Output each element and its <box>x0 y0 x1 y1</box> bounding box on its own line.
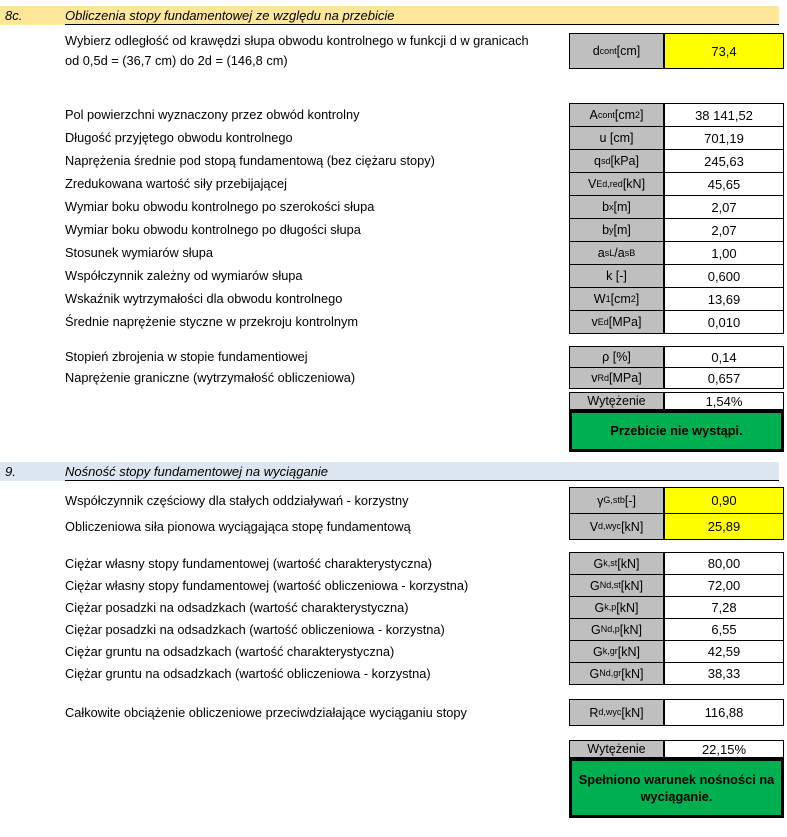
symbol-cell: v Rd [MPa] <box>569 367 664 389</box>
output-cell: 80,00 <box>664 552 784 575</box>
result-box-punching: Przebicie nie wystąpi. <box>569 410 784 452</box>
symbol-cell: b y [m] <box>569 218 664 242</box>
section-band-punching <box>0 6 779 25</box>
input-cell[interactable]: 0,90 <box>664 487 784 514</box>
symbol-cell: G k,gr [kN] <box>569 640 664 663</box>
symbol-cell: G N d,st [kN] <box>569 574 664 597</box>
calc-block <box>0 103 787 334</box>
output-cell: 0,657 <box>664 367 784 389</box>
section-id: 9. <box>5 464 16 479</box>
symbol-cell: d cont [cm] <box>569 33 664 69</box>
row-label: Ciężar własny stopy fundamentowej (wartość obliczeniowa - korzystna) <box>65 577 469 593</box>
symbol-cell: k [-] <box>569 264 664 288</box>
row-label: Ciężar własny stopy fundamentowej (wartość charakterystyczna) <box>65 555 432 571</box>
row-label: Ciężar gruntu na odsadzkach (wartość obliczeniowa - korzystna) <box>65 665 431 681</box>
symbol-cell: q s d [kPa] <box>569 149 664 173</box>
output-cell: 38 141,52 <box>664 103 784 127</box>
row-label: Zredukowana wartość siły przebijającej <box>65 176 287 192</box>
row-label: Całkowite obciążenie obliczeniowe przeciwdziałające wyciąganiu stopy <box>65 704 467 720</box>
input-block <box>0 487 787 540</box>
symbol-cell: γ G,stb [-] <box>569 487 664 514</box>
symbol-cell: V d,wyc [kN] <box>569 513 664 540</box>
section-band-pullout <box>0 462 779 481</box>
calc-row <box>0 640 787 663</box>
output-cell: 38,33 <box>664 662 784 685</box>
row-label: Współczynnik zależny od wymiarów słupa <box>65 268 303 284</box>
calc-row <box>0 574 787 597</box>
symbol-cell: G k,st [kN] <box>569 552 664 575</box>
calc-row <box>0 552 787 575</box>
calc-row <box>0 346 787 368</box>
output-cell: 45,65 <box>664 172 784 196</box>
calc-block <box>0 552 787 685</box>
output-cell: 42,59 <box>664 640 784 663</box>
calc-row <box>0 195 787 219</box>
calc-row <box>0 264 787 288</box>
utilization-value: 1,54% <box>664 392 784 410</box>
calc-row <box>0 287 787 311</box>
row-label: Ciężar posadzki na odsadzkach (wartość charakterystyczna) <box>65 599 409 615</box>
output-cell: 245,63 <box>664 149 784 173</box>
row-label: Wskaźnik wytrzymałości dla obwodu kontrolnego <box>65 291 343 307</box>
row-label: Naprężenie graniczne (wytrzymałość obliczeniowa) <box>65 370 356 386</box>
input-cell[interactable]: 73,4 <box>664 33 784 69</box>
output-cell: 6,55 <box>664 618 784 641</box>
section-title: Obliczenia stopy fundamentowej ze względu na przebicie <box>65 6 779 25</box>
output-cell: 2,07 <box>664 195 784 219</box>
spreadsheet <box>0 6 787 837</box>
row-label: Wymiar boku obwodu kontrolnego po długości słupa <box>65 222 361 238</box>
output-cell: 0,010 <box>664 310 784 334</box>
calc-row <box>0 699 787 726</box>
row-label: Wymiar boku obwodu kontrolnego po szerokości słupa <box>65 199 375 215</box>
input-cell[interactable]: 25,89 <box>664 513 784 540</box>
calc-row <box>0 662 787 685</box>
row-label: Długość przyjętego obwodu kontrolnego <box>65 130 293 146</box>
row-label: Ciężar posadzki na odsadzkach (wartość obliczeniowa - korzystna) <box>65 621 445 637</box>
calc-row <box>0 487 787 514</box>
calc-row <box>0 218 787 242</box>
row-label: Pol powierzchni wyznaczony przez obwód kontrolny <box>65 107 360 123</box>
row-label: Ciężar gruntu na odsadzkach (wartość charakterystyczna) <box>65 643 395 659</box>
row-label: Średnie naprężenie styczne w przekroju kontrolnym <box>65 314 359 330</box>
symbol-cell: W 1 [cm 2 ] <box>569 287 664 311</box>
symbol-cell: b x [m] <box>569 195 664 219</box>
output-cell: 13,69 <box>664 287 784 311</box>
output-cell: 2,07 <box>664 218 784 242</box>
symbol-cell: ρ [%] <box>569 346 664 368</box>
calc-row <box>0 172 787 196</box>
calc-row <box>0 126 787 150</box>
utilization-row <box>0 392 787 410</box>
symbol-cell: R d,wyc [kN] <box>569 699 664 726</box>
calc-row <box>0 149 787 173</box>
output-cell: 0,600 <box>664 264 784 288</box>
calc-row <box>0 27 787 75</box>
calc-row <box>0 513 787 540</box>
result-box-pullout: Spełniono warunek nośności na wyciąganie. <box>569 758 784 818</box>
row-label: Naprężenia średnie pod stopą fundamentową (bez ciężaru stopy) <box>65 153 435 169</box>
utilization-label: Wytężenie <box>569 392 664 410</box>
calc-block <box>0 346 787 389</box>
utilization-row <box>0 740 787 758</box>
row-label: Obliczeniowa siła pionowa wyciągająca stopę fundamentową <box>65 518 411 534</box>
output-cell: 116,88 <box>664 699 784 726</box>
row-label: Wybierz odległość od krawędzi słupa obwodu kontrolnego w funkcji d w granicach od 0,5d = (36,7 cm) do 2d = (146,8 cm) <box>65 33 529 68</box>
calc-row <box>0 618 787 641</box>
row-label: Stosunek wymiarów słupa <box>65 245 213 261</box>
row-label: Współczynnik częściowy dla stałych oddziaływań - korzystny <box>65 492 409 508</box>
symbol-cell: v Ed [MPa] <box>569 310 664 334</box>
symbol-cell: G N d,gr [kN] <box>569 662 664 685</box>
output-cell: 72,00 <box>664 574 784 597</box>
calc-row <box>0 103 787 127</box>
symbol-cell: V Ed,red [kN] <box>569 172 664 196</box>
output-cell: 701,19 <box>664 126 784 150</box>
utilization-label: Wytężenie <box>569 740 664 758</box>
symbol-cell: G N d,p [kN] <box>569 618 664 641</box>
row-label: Stopień zbrojenia w stopie fundamentiowej <box>65 349 308 365</box>
symbol-cell: G k,p [kN] <box>569 596 664 619</box>
calc-row <box>0 310 787 334</box>
output-cell: 0,14 <box>664 346 784 368</box>
output-cell: 1,00 <box>664 241 784 265</box>
section-id: 8c. <box>5 8 23 23</box>
symbol-cell: a sL /a sB <box>569 241 664 265</box>
calc-row <box>0 241 787 265</box>
calc-row <box>0 596 787 619</box>
calc-row <box>0 367 787 389</box>
output-cell: 7,28 <box>664 596 784 619</box>
utilization-value: 22,15% <box>664 740 784 758</box>
section-title: Nośność stopy fundamentowej na wyciąganie <box>65 462 779 481</box>
symbol-cell: u [cm] <box>569 126 664 150</box>
symbol-cell: A cont [cm 2 ] <box>569 103 664 127</box>
